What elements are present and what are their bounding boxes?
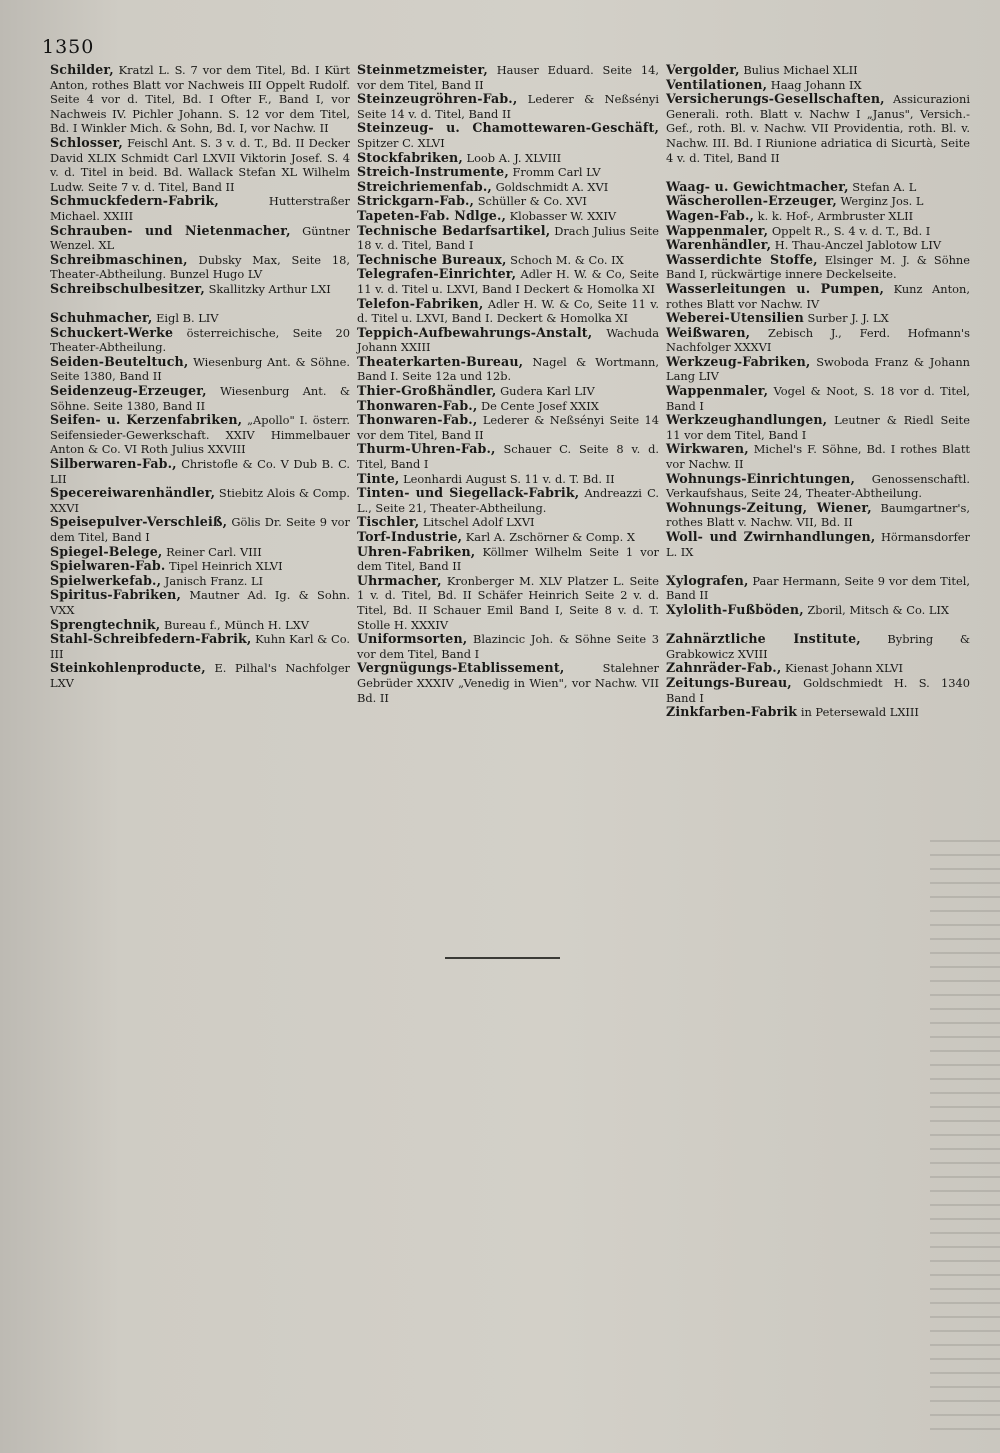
entry-text: Hörmansdorfer L. IX [666, 530, 970, 559]
directory-entry [357, 224, 659, 253]
entry-heading: Wasserdichte Stoffe, [666, 251, 818, 267]
end-rule [445, 957, 560, 959]
entry-heading: Tinte, [357, 470, 400, 486]
entry-heading: Werkzeughandlungen, [666, 412, 828, 428]
entry-heading: Woll- und Zwirnhandlungen, [666, 529, 876, 544]
entry-text: Elsinger M. J. & Söhne Band I, rückwärtige innere Deckelseite. [666, 252, 971, 282]
entry-text: Skallitzky Arthur LXI [208, 281, 331, 296]
entry-text: H. Thau-Anczel Jablotow LIV [774, 238, 942, 253]
directory-entry [666, 661, 970, 676]
entry-heading: Schuckert-Werke [50, 324, 174, 340]
entry-text: Zebisch J., Ferd. Hofmann's Nachfolger XXXVI [666, 325, 970, 355]
directory-entry [666, 78, 970, 93]
entry-heading: Seiden-Beuteltuch, [50, 353, 189, 369]
entry-heading: Telefon-Fabriken, [357, 295, 484, 311]
entry-heading: Wagen-Fab., [666, 207, 755, 223]
entry-heading: Streich-Instrumente, [357, 164, 509, 180]
entry-heading: Wappenmaler, [666, 222, 769, 238]
directory-entry [50, 515, 350, 544]
entry-heading: Zahnärztliche Institute, [666, 631, 861, 647]
entry-text: Bybring & Grabkowicz XVIII [666, 632, 970, 661]
entry-heading: Ventilationen, [666, 76, 768, 92]
entry-heading: Uniformsorten, [357, 631, 468, 647]
directory-entry [357, 121, 659, 150]
directory-entry [357, 355, 659, 384]
entry-text: Oppelt R., S. 4 v. d. T., Bd. I [771, 223, 931, 238]
entry-text: Kratzl L. S. 7 vor dem Titel, Bd. I Kürt Anton, rothes Blatt vor Nachweis III Oppelt Rudolf. Seite 4 vor d. Titel, Bd. I Ofter F., Band I, vor Nachweis IV. Pichler Johann. S. 12 vor dem Titel, Bd. I Winkler Mich. & Sohn, Bd. I, vor Nachw. II [50, 63, 350, 136]
entry-text: Spitzer C. XLVI [357, 135, 445, 150]
entry-heading: Silberwaren-Fab., [50, 456, 177, 472]
directory-entry [357, 326, 659, 355]
directory-entry [666, 632, 970, 661]
entry-text: Zboril, Mitsch & Co. LIX [807, 602, 950, 617]
entry-text: Stefan A. L [852, 179, 917, 194]
directory-entry [50, 282, 350, 297]
entry-heading: Spielwerkefab., [50, 572, 162, 588]
directory-entry [666, 384, 970, 413]
directory-entry [666, 282, 970, 311]
directory-entry [50, 355, 350, 384]
entry-heading: Sprengtechnik, [50, 616, 161, 632]
entry-text: Drach Julius Seite 18 v. d. Titel, Band I [357, 223, 659, 253]
entry-text: Mautner Ad. Ig. & Sohn. VXX [50, 588, 350, 617]
entry-text: k. k. Hof-, Armbruster XLII [757, 208, 914, 223]
directory-entry [666, 194, 970, 209]
entry-text: Eigl B. LIV [156, 311, 219, 326]
directory-entry [50, 574, 350, 589]
directory-entry [357, 399, 659, 414]
directory-entry [50, 194, 350, 223]
entry-text: Leonhardi August S. 11 v. d. T. Bd. II [403, 471, 615, 486]
entry-text: Bulius Michael XLII [743, 63, 858, 77]
entry-heading: Specereiwarenhändler, [50, 485, 216, 501]
entry-heading: Zinkfarben-Fabrik [666, 704, 798, 720]
entry-heading: Thonwaren-Fab., [357, 397, 478, 413]
entry-text: Güntner Wenzel. XL [50, 223, 350, 253]
directory-entry [50, 311, 350, 326]
directory-entry [357, 442, 659, 471]
entry-heading: Stahl-Schreibfedern-Fabrik, [50, 631, 252, 647]
directory-entry [666, 413, 970, 442]
entry-text: Leutner & Riedl Seite 11 vor dem Titel, Band I [666, 413, 970, 442]
entry-text: Haag Johann IX [770, 77, 862, 92]
entry-heading: Werkzeug-Fabriken, [666, 353, 811, 369]
entry-heading: Weberei-Utensilien [666, 310, 804, 326]
entry-heading: Schmuckfedern-Fabrik, [50, 193, 219, 209]
directory-entry [357, 574, 659, 632]
directory-entry [50, 661, 350, 690]
entry-heading: Steinkohlenproducte, [50, 660, 206, 676]
entry-heading: Uhren-Fabriken, [357, 543, 476, 559]
entry-text: E. Pilhal's Nachfolger LXV [50, 661, 351, 690]
directory-entry [357, 413, 659, 442]
entry-text: Kronberger M. XLV Platzer L. Seite 1 v. d. Titel, Bd. II Schäfer Heinrich Seite 2 v. d. Titel, Bd. II Schauer Emil Band I, Seite 8 v. d. T. Stolle H. XXXIV [357, 573, 659, 632]
column-3 [666, 63, 970, 720]
entry-text: Andreazzi C. L., Seite 21, Theater-Abtheilung. [357, 486, 659, 515]
entry-text: Köllmer Wilhelm Seite 1 vor dem Titel, Band II [357, 544, 660, 574]
entry-text: Fromm Carl LV [512, 165, 601, 180]
directory-entry [50, 224, 350, 253]
entry-text: Genossenschaftl. Verkaufshaus, Seite 24, Theater-Abtheilung. [666, 471, 970, 501]
entry-heading: Xylolith-Fußböden, [666, 601, 804, 617]
entry-heading: Teppich-Aufbewahrungs-Anstalt, [357, 324, 593, 340]
directory-entry [666, 311, 970, 326]
entry-text: österreichische, Seite 20 Theater-Abtheilung. [50, 325, 351, 355]
entry-heading: Spiegel-Belege, [50, 543, 163, 559]
entry-heading: Seifen- u. Kerzenfabriken, [50, 412, 243, 428]
entry-text: „Apollo" I. österr. Seifensieder-Gewerkschaft. XXIV Himmelbauer Anton & Co. VI Roth Julius XXVIII [50, 413, 350, 457]
directory-entry [666, 442, 970, 471]
directory-entry [50, 413, 350, 457]
entry-text: Kunz Anton, rothes Blatt vor Nachw. IV [666, 281, 970, 311]
entry-text: Kienast Johann XLVI [785, 661, 903, 676]
entry-text: Dubsky Max, Seite 18, Theater-Abtheilung. Bunzel Hugo LV [50, 252, 350, 282]
entry-text: Wiesenburg Ant. & Söhne. Seite 1380, Band II [50, 384, 350, 413]
entry-heading: Weißwaren, [666, 324, 751, 340]
directory-entry [50, 326, 350, 355]
entry-heading: Uhrmacher, [357, 572, 442, 588]
entry-heading: Schlosser, [50, 134, 123, 150]
entry-text: Adler H. W. & Co, Seite 11 v. d. Titel u. LXVI, Band I Deckert & Homolka XI [357, 267, 659, 296]
entry-heading: Steinzeugröhren-Fab., [357, 91, 518, 107]
entry-text: Goldschmiedt H. S. 1340 Band I [666, 675, 970, 705]
entry-heading: Wäscherollen-Erzeuger, [666, 193, 837, 209]
entry-text: Loob A. J. XLVIII [466, 150, 562, 165]
entry-text: Surber J. J. LX [807, 311, 889, 326]
entry-text: Hauser Eduard. Seite 14, vor dem Titel, Band II [357, 63, 659, 92]
directory-entry [666, 355, 970, 384]
directory-entry [357, 632, 659, 661]
entry-text: Gudera Karl LIV [500, 384, 595, 399]
entry-heading: Waag- u. Gewichtmacher, [666, 178, 849, 194]
entry-heading: Schreibmaschinen, [50, 251, 188, 267]
entry-heading: Speisepulver-Verschleiß, [50, 514, 228, 530]
entry-heading: Tinten- und Siegellack-Fabrik, [357, 485, 580, 501]
directory-entry [357, 515, 659, 530]
entry-text: Stalehner Gebrüder XXXIV „Venedig in Wien", vor Nachw. VII Bd. II [357, 661, 659, 705]
directory-entry [666, 253, 970, 282]
entry-text: Gölis Dr. Seite 9 vor dem Titel, Band I [50, 515, 350, 544]
directory-entry [357, 384, 659, 399]
entry-heading: Stockfabriken, [357, 149, 463, 165]
entry-text: Tipel Heinrich XLVI [169, 559, 283, 574]
entry-heading: Thurm-Uhren-Fab., [357, 441, 496, 457]
page-number: 1350 [42, 36, 95, 58]
entry-text: Schoch M. & Co. IX [510, 252, 624, 267]
directory-entry [666, 501, 970, 530]
directory-entry [357, 267, 659, 296]
directory-entry [666, 603, 970, 618]
entry-heading: Zeitungs-Bureau, [666, 674, 792, 690]
directory-entry [50, 457, 350, 486]
entry-text: Schüller & Co. XVI [477, 194, 587, 209]
entry-text: Feischl Ant. S. 3 v. d. T., Bd. II Decker David XLIX Schmidt Carl LXVII Viktorin Josef. S. 4 v. d. Titel in beid. Bd. Wallack Stefan XL Wilhelm Ludw. Seite 7 v. d. Titel, Band II [50, 135, 350, 194]
directory-entry [357, 661, 659, 705]
directory-entry [357, 486, 659, 515]
entry-heading: Wohnungs-Einrichtungen, [666, 470, 855, 486]
directory-entry [666, 472, 970, 501]
directory-entry [666, 92, 970, 165]
entry-heading: Schilder, [50, 62, 114, 77]
entry-heading: Vergolder, [666, 62, 740, 77]
directory-entry [666, 676, 970, 705]
entry-text: Bureau f., Münch H. LXV [163, 617, 310, 632]
entry-heading: Torf-Industrie, [357, 529, 463, 544]
directory-entry [50, 136, 350, 194]
directory-entry [357, 151, 659, 166]
directory-entry [357, 180, 659, 195]
entry-heading: Zahnräder-Fab., [666, 660, 782, 676]
entry-text: Lederer & Neßsényi Seite 14 v. d. Titel, Band II [357, 92, 659, 121]
directory-entry [666, 224, 970, 239]
directory-entry [357, 530, 659, 545]
entry-text: Assicurazioni Generali. roth. Blatt v. Nachw I „Janus", Versich.-Gef., roth. Bl. v. Nachw. VII Providentia, roth. Bl. v. Nachw. III. Bd. I Riunione adriatica di Sicurtà, Seite 4 v. d. Titel, Band II [666, 92, 970, 165]
entry-text: Klobasser W. XXIV [509, 208, 617, 223]
entry-heading: Steinmetzmeister, [357, 62, 488, 77]
entry-heading: Schuhmacher, [50, 310, 153, 326]
entry-text: Paar Hermann, Seite 9 vor dem Titel, Band II [666, 573, 970, 603]
directory-entry [357, 253, 659, 268]
bleed-through-shading [930, 840, 1000, 1440]
entry-text: Werginz Jos. L [840, 194, 924, 209]
entry-heading: Telegrafen-Einrichter, [357, 266, 517, 282]
entry-text: Swoboda Franz & Johann Lang LIV [666, 354, 970, 384]
directory-entry [50, 618, 350, 633]
entry-text: Lederer & Neßsényi Seite 14 vor dem Titel, Band II [357, 413, 659, 442]
directory-entry [357, 194, 659, 209]
directory-entry [666, 238, 970, 253]
directory-entry [357, 165, 659, 180]
entry-heading: Thonwaren-Fab., [357, 412, 478, 428]
directory-entry [357, 209, 659, 224]
entry-heading: Wirkwaren, [666, 441, 749, 457]
entry-heading: Warenhändler, [666, 237, 772, 253]
directory-entry [666, 574, 970, 603]
directory-entry [357, 545, 659, 574]
entry-text: De Cente Josef XXIX [480, 398, 599, 413]
entry-heading: Tapeten-Fab. Ndlge., [357, 207, 507, 223]
directory-entry [357, 63, 659, 92]
entry-text: Wiesenburg Ant. & Söhne. Seite 1380, Band II [50, 354, 350, 384]
directory-entry [50, 559, 350, 574]
entry-heading: Vergnügungs-Etablissement, [357, 660, 565, 676]
entry-text: Janisch Franz. LI [164, 573, 264, 588]
entry-heading: Wasserleitungen u. Pumpen, [666, 280, 885, 296]
directory-entry [666, 530, 970, 559]
entry-text: Blazincic Joh. & Söhne Seite 3 vor dem Titel, Band I [357, 632, 660, 661]
column-1 [50, 63, 350, 691]
entry-text: Hutterstraßer Michael. XXIII [50, 194, 350, 223]
entry-text: Vogel & Noot, S. 18 vor d. Titel, Band I [666, 384, 970, 413]
entry-heading: Schreibschulbesitzer, [50, 280, 205, 296]
entry-text: Nagel & Wortmann, Band I. Seite 12a und 12b. [357, 354, 660, 384]
entry-heading: Strickgarn-Fab., [357, 193, 475, 209]
directory-entry [666, 180, 970, 195]
entry-text: Schauer C. Seite 8 v. d. Titel, Band I [357, 442, 660, 472]
entry-heading: Technische Bedarfsartikel, [357, 222, 551, 238]
column-2 [357, 63, 659, 705]
entry-heading: Versicherungs-Gesellschaften, [666, 91, 885, 107]
entry-heading: Wohnungs-Zeitung, Wiener, [666, 499, 872, 515]
entry-heading: Theaterkarten-Bureau, [357, 353, 524, 369]
entry-heading: Seidenzeug-Erzeuger, [50, 383, 207, 399]
directory-entry [666, 209, 970, 224]
directory-entry [50, 545, 350, 560]
entry-text: Wachuda Johann XXIII [357, 325, 659, 355]
entry-text: Reiner Carl. VIII [166, 544, 262, 559]
directory-entry [50, 632, 350, 661]
directory-entry [50, 63, 350, 136]
entry-text: Stiebitz Alois & Comp. XXVI [50, 486, 351, 515]
entry-heading: Tischler, [357, 514, 420, 530]
directory-entry [666, 63, 970, 78]
entry-heading: Thier-Großhändler, [357, 383, 497, 399]
entry-heading: Technische Bureaux, [357, 251, 507, 267]
entry-heading: Wappenmaler, [666, 383, 769, 399]
entry-heading: Streichriemenfab., [357, 178, 492, 194]
directory-entry [50, 253, 350, 282]
entry-text: Litschel Adolf LXVI [422, 515, 535, 530]
directory-entry [357, 92, 659, 121]
entry-heading: Schrauben- und Nietenmacher, [50, 222, 291, 238]
directory-entry [666, 705, 970, 720]
entry-text: Adler H. W. & Co, Seite 11 v. d. Titel u. LXVI, Band I. Deckert & Homolka XI [357, 296, 659, 326]
entry-text: in Petersewald LXIII [800, 705, 919, 720]
directory-entry [50, 486, 350, 515]
entry-heading: Steinzeug- u. Chamottewaren-Geschäft, [357, 120, 659, 136]
directory-entry [357, 297, 659, 326]
entry-text: Baumgartner's, rothes Blatt v. Nachw. VII, Bd. II [666, 500, 971, 530]
directory-entry [50, 384, 350, 413]
entry-text: Christofle & Co. V Dub B. C. LII [50, 457, 351, 486]
entry-text: Kuhn Karl & Co. III [50, 632, 350, 661]
entry-text: Goldschmidt A. XVI [495, 179, 609, 194]
directory-entry [357, 472, 659, 487]
directory-entry [666, 326, 970, 355]
entry-heading: Spielwaren-Fab. [50, 558, 166, 574]
entry-text: Karl A. Zschörner & Comp. X [465, 530, 635, 544]
entry-heading: Xylografen, [666, 572, 749, 588]
entry-heading: Spiritus-Fabriken, [50, 587, 182, 603]
entry-text: Michel's F. Söhne, Bd. I rothes Blatt vor Nachw. II [666, 442, 970, 472]
directory-entry [50, 588, 350, 617]
